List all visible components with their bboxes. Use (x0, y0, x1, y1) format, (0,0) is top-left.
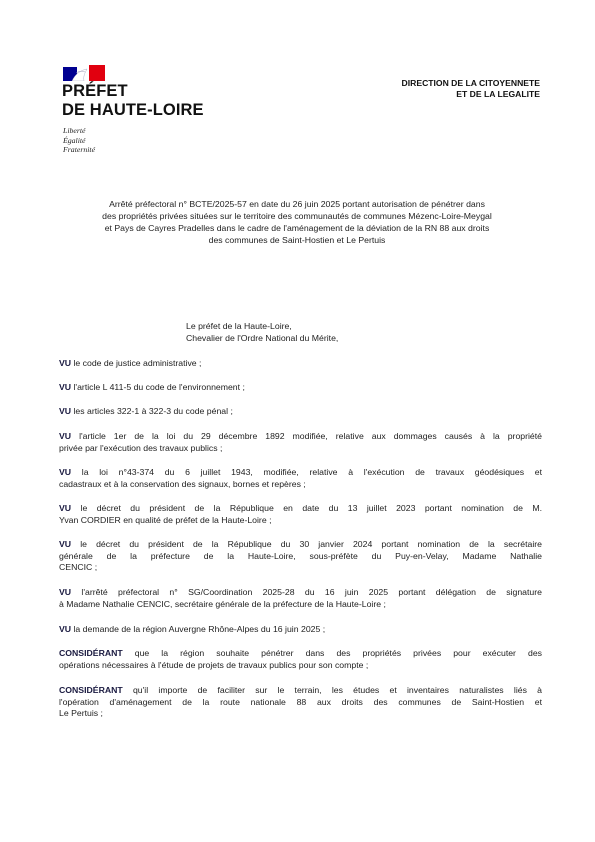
motto-egalite: Égalité (63, 135, 86, 145)
prefet-intro-line: Le préfet de la Haute-Loire, (186, 321, 292, 331)
considerant-text: Le Pertuis ; (59, 708, 103, 719)
visa-paragraph (59, 503, 542, 526)
visa-paragraph (59, 624, 542, 636)
arrete-title-line: et Pays de Cayres Pradelles dans le cadre de l'aménagement de la déviation de la RN 88 aux droits (104, 223, 490, 233)
visa-text: le décret du président de la République en date du 13 juillet 2023 portant nomination de M. (80, 503, 542, 513)
visa-text: l'arrêté préfectoral n° SG/Coordination 2025-28 du 16 juin 2025 portant délégation de signature (81, 587, 542, 597)
considerant-keyword: CONSIDÉRANT (59, 685, 123, 695)
republic-motto (63, 126, 95, 155)
arrete-title-line: Arrêté préfectoral n° BCTE/2025-57 en date du 26 juin 2025 portant autorisation de pénétrer dans (109, 199, 485, 209)
visa-paragraph (59, 539, 542, 574)
visa-keyword: VU (59, 587, 72, 597)
motto-fraternite: Fraternité (63, 145, 96, 155)
visa-text: le code de justice administrative ; (73, 358, 202, 368)
marianne-logo-icon (63, 65, 105, 81)
arrete-title-line: des propriétés privées situées sur le territoire des communautés de communes Mézenc-Loire-Meygal (102, 211, 492, 221)
direction-heading (402, 78, 540, 100)
visa-keyword: VU (59, 503, 72, 513)
visa-paragraph (59, 358, 542, 370)
visa-paragraph (59, 587, 542, 610)
visa-paragraph (59, 467, 542, 490)
visa-text: générale de la préfecture de la Haute-Loire, sous-préfète du Puy-en-Velay, Madame Nathalie (59, 550, 542, 561)
visa-keyword: VU (59, 467, 72, 477)
visa-text: CENCIC ; (59, 562, 98, 573)
direction-line1: DIRECTION DE LA CITOYENNETE (401, 78, 540, 88)
visa-paragraph (59, 431, 542, 454)
visa-keyword: VU (59, 624, 72, 634)
visa-keyword: VU (59, 431, 72, 441)
visa-text: cadastraux et à la conservation des signaux, bornes et repères ; (59, 478, 306, 489)
prefet-title (62, 82, 204, 120)
prefet-intro-line: Chevalier de l'Ordre National du Mérite, (186, 333, 339, 343)
visa-keyword: VU (59, 358, 72, 368)
visa-paragraph (59, 382, 542, 394)
prefet-intro (186, 320, 338, 344)
considerant-text: l'opération d'aménagement de la route nationale 88 aux droits des communes de Saint-Hostien et (59, 696, 542, 707)
visa-text: Yvan CORDIER en qualité de préfet de la Haute-Loire ; (59, 514, 272, 525)
visa-text: les articles 322-1 à 322-3 du code pénal ; (73, 406, 233, 416)
visa-keyword: VU (59, 406, 72, 416)
visa-paragraph (59, 406, 542, 418)
considerant-text: qu'il importe de faciliter sur le terrain, les études et inventaires naturalistes liés à (132, 685, 542, 695)
visa-text: la demande de la région Auvergne Rhône-Alpes du 16 juin 2025 ; (73, 624, 326, 634)
visa-keyword: VU (59, 539, 72, 549)
considerant-paragraph (59, 648, 542, 671)
visa-text: l'article L 411-5 du code de l'environnement ; (73, 382, 245, 392)
direction-line2: ET DE LA LEGALITE (456, 89, 540, 99)
motto-liberte: Liberté (63, 126, 86, 135)
visa-text: la loi n°43-374 du 6 juillet 1943, modifiée, relative à l'exécution de travaux géodésiques et (81, 467, 542, 477)
visa-text: privée par l'exécution des travaux publics ; (59, 442, 223, 453)
visa-text: à Madame Nathalie CENCIC, secrétaire générale de la préfecture de la Haute-Loire ; (59, 598, 386, 609)
considerant-keyword: CONSIDÉRANT (59, 648, 123, 658)
arrete-title (55, 198, 539, 246)
considerant-text: que la région souhaite pénétrer dans des propriétés privées pour exécuter des (134, 648, 542, 658)
visa-keyword: VU (59, 382, 72, 392)
considerant-paragraph (59, 685, 542, 720)
visa-text: le décret du président de la République du 30 janvier 2024 portant nomination de la secrétaire (80, 539, 542, 549)
document-header (0, 0, 595, 170)
prefet-title-line1: PRÉFET (62, 82, 128, 100)
considerant-text: opérations nécessaires à l'étude de projets de travaux publics pour son compte ; (59, 659, 369, 670)
prefet-title-line2: DE HAUTE-LOIRE (62, 101, 204, 119)
visa-text: l'article 1er de la loi du 29 décembre 1892 modifiée, relative aux dommages causés à la propriété (79, 431, 543, 441)
arrete-title-line: des communes de Saint-Hostien et Le Pertuis (208, 235, 386, 245)
